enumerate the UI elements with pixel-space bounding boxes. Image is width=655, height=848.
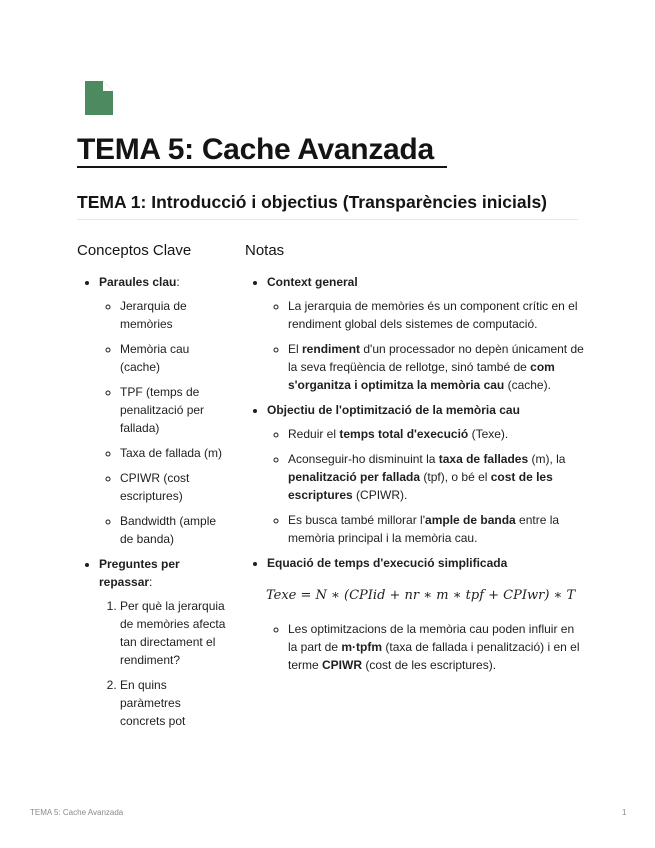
notes-column	[245, 238, 585, 681]
keyword-item: ◦ Memòria cau (cache)	[120, 340, 227, 376]
key-concepts-column	[77, 238, 227, 737]
notes-section-label: Context general	[267, 275, 358, 289]
note-item: ◦ Les optimitzacions de la memòria cau poden influir en la part de m·tpfm (taxa de fallada i penalització) i en el terme CPIWR (cost de les escriptures).	[288, 620, 585, 674]
notes-section-label: Equació de temps d'execució simplificada	[267, 556, 508, 570]
section-divider	[77, 219, 578, 220]
keywords-label: Paraules clau	[99, 275, 177, 289]
note-item: ◦ Es busca també millorar l'ample de banda entre la memòria principal i la memòria cau.	[288, 511, 585, 547]
execution-time-formula: Texe = N ∗ (CPIid + nr ∗ m ∗ tpf + CPIwr) ∗ T	[266, 588, 576, 603]
note-item: ◦ El rendiment d'un processador no depèn únicament de la seva freqüència de rellotge, sinó també de com s'organitza i optimitza la memòria cau (cache).	[288, 340, 585, 394]
page-title: TEMA 5: Cache Avanzada	[77, 133, 434, 166]
note-item: ◦ Aconseguir-ho disminuint la taxa de fallades (m), la penalització per fallada (tpf), o bé el cost de les escriptures (CPIWR).	[288, 450, 585, 504]
notes-section	[267, 273, 585, 394]
keyword-item: ◦ Bandwidth (ample de banda)	[120, 512, 227, 548]
keyword-item: ◦ CPIWR (cost escriptures)	[120, 469, 227, 505]
keyword-item: ◦ TPF (temps de penalització per fallada)	[120, 383, 227, 437]
notes-section	[267, 554, 585, 674]
list-item: • Preguntes per repassar: 1. Per què la jerarquia de memòries afecta tan directament el rendiment? 2. En quins paràmetres concrets pot	[99, 555, 227, 730]
notes-section-label: Objectiu de l'optimització de la memòria cau	[267, 403, 520, 417]
note-item: ◦ La jerarquia de memòries és un component crític en el rendiment global dels sistemes de computació.	[288, 297, 585, 333]
notes-heading: Notas	[245, 242, 285, 259]
keyword-item: ◦ Taxa de fallada (m)	[120, 444, 227, 462]
review-questions-label: Preguntes per repassar	[99, 557, 180, 589]
question-item: 1. Per què la jerarquia de memòries afecta tan directament el rendiment?	[120, 597, 227, 669]
keyword-item: ◦ Jerarquia de memòries	[120, 297, 227, 333]
section-heading: TEMA 1: Introducció i objectius (Transparències inicials)	[77, 192, 548, 212]
footer-title: TEMA 5: Cache Avanzada	[30, 808, 124, 817]
title-underline	[77, 166, 447, 168]
key-concepts-heading: Conceptos Clave	[77, 242, 192, 259]
notes-section	[267, 401, 585, 547]
list-item: • Paraules clau: ◦ Jerarquia de memòries ◦ Memòria cau (cache) ◦ TPF (temps de penalització per fallada) ◦ Taxa de fallada (m) ◦ CPIWR (cost escriptures) ◦ Bandwidth (ample de banda)	[99, 273, 227, 548]
document-icon	[85, 81, 113, 115]
page-number: 1	[622, 808, 627, 817]
question-item: 2. En quins paràmetres concrets pot	[120, 676, 227, 730]
note-item: ◦ Reduir el temps total d'execució (Texe).	[288, 425, 585, 443]
